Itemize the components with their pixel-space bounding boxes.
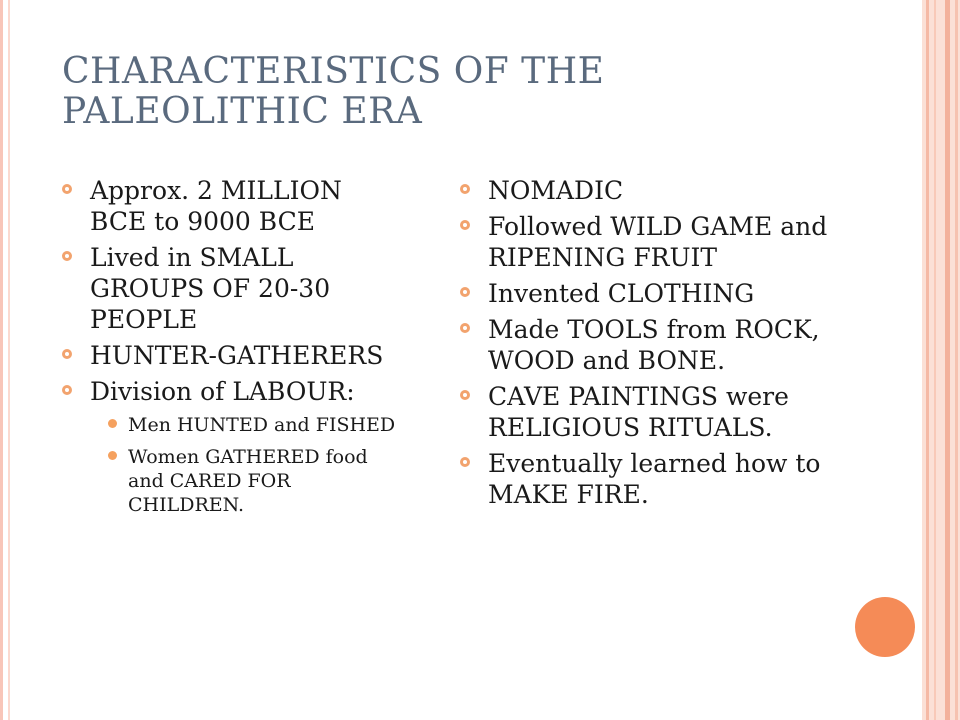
bullet-ring-icon	[460, 287, 470, 297]
bullet-text: Made TOOLS from ROCK, WOOD and BONE.	[488, 315, 820, 375]
bullet-text: Division of LABOUR:	[90, 377, 355, 406]
slide-title: CHARACTERISTICS OF THE PALEOLITHIC ERA	[62, 51, 605, 132]
bullet-text: Lived in SMALL GROUPS OF 20-30 PEOPLE	[90, 243, 331, 334]
right-border-stripe-2	[934, 0, 936, 720]
bullet-ring-icon	[460, 323, 470, 333]
left-border-stripe	[0, 0, 3, 720]
bullet-text: Followed WILD GAME and RIPENING FRUIT	[488, 212, 828, 272]
bullet-item	[460, 381, 840, 443]
bullet-item	[460, 278, 840, 309]
sub-bullet-item	[62, 445, 402, 517]
bullet-ring-icon	[62, 349, 72, 359]
bullet-ring-icon	[62, 184, 72, 194]
right-border-stripe-1	[926, 0, 929, 720]
right-border-stripe-3	[945, 0, 950, 720]
bullet-item	[62, 376, 402, 407]
left-column	[62, 175, 402, 525]
sub-bullet-dot-icon	[108, 419, 117, 428]
bullet-text: Approx. 2 MILLION BCE to 9000 BCE	[90, 176, 342, 236]
bullet-item	[62, 242, 402, 335]
sub-bullet-text: Men HUNTED and FISHED	[128, 414, 396, 436]
sub-bullet-item	[62, 413, 402, 437]
bullet-item	[460, 211, 840, 273]
right-border-stripe-4	[955, 0, 958, 720]
bullet-item	[460, 314, 840, 376]
bullet-item	[460, 175, 840, 206]
accent-circle	[855, 597, 915, 657]
sub-bullet-text: Women GATHERED food and CARED FOR CHILDREN.	[128, 446, 368, 516]
bullet-item	[62, 340, 402, 371]
bullet-ring-icon	[62, 385, 72, 395]
bullet-text: Invented CLOTHING	[488, 279, 755, 308]
bullet-ring-icon	[460, 184, 470, 194]
bullet-text: CAVE PAINTINGS were RELIGIOUS RITUALS.	[488, 382, 789, 442]
bullet-item	[460, 448, 840, 510]
bullet-ring-icon	[62, 251, 72, 261]
bullet-ring-icon	[460, 390, 470, 400]
sub-bullet-dot-icon	[108, 451, 117, 460]
bullet-text: HUNTER-GATHERERS	[90, 341, 384, 370]
bullet-ring-icon	[460, 220, 470, 230]
bullet-text: NOMADIC	[488, 176, 624, 205]
bullet-ring-icon	[460, 457, 470, 467]
bullet-text: Eventually learned how to MAKE FIRE.	[488, 449, 821, 509]
right-column	[460, 175, 840, 515]
left-border-stripe-inner	[8, 0, 10, 720]
bullet-item	[62, 175, 402, 237]
